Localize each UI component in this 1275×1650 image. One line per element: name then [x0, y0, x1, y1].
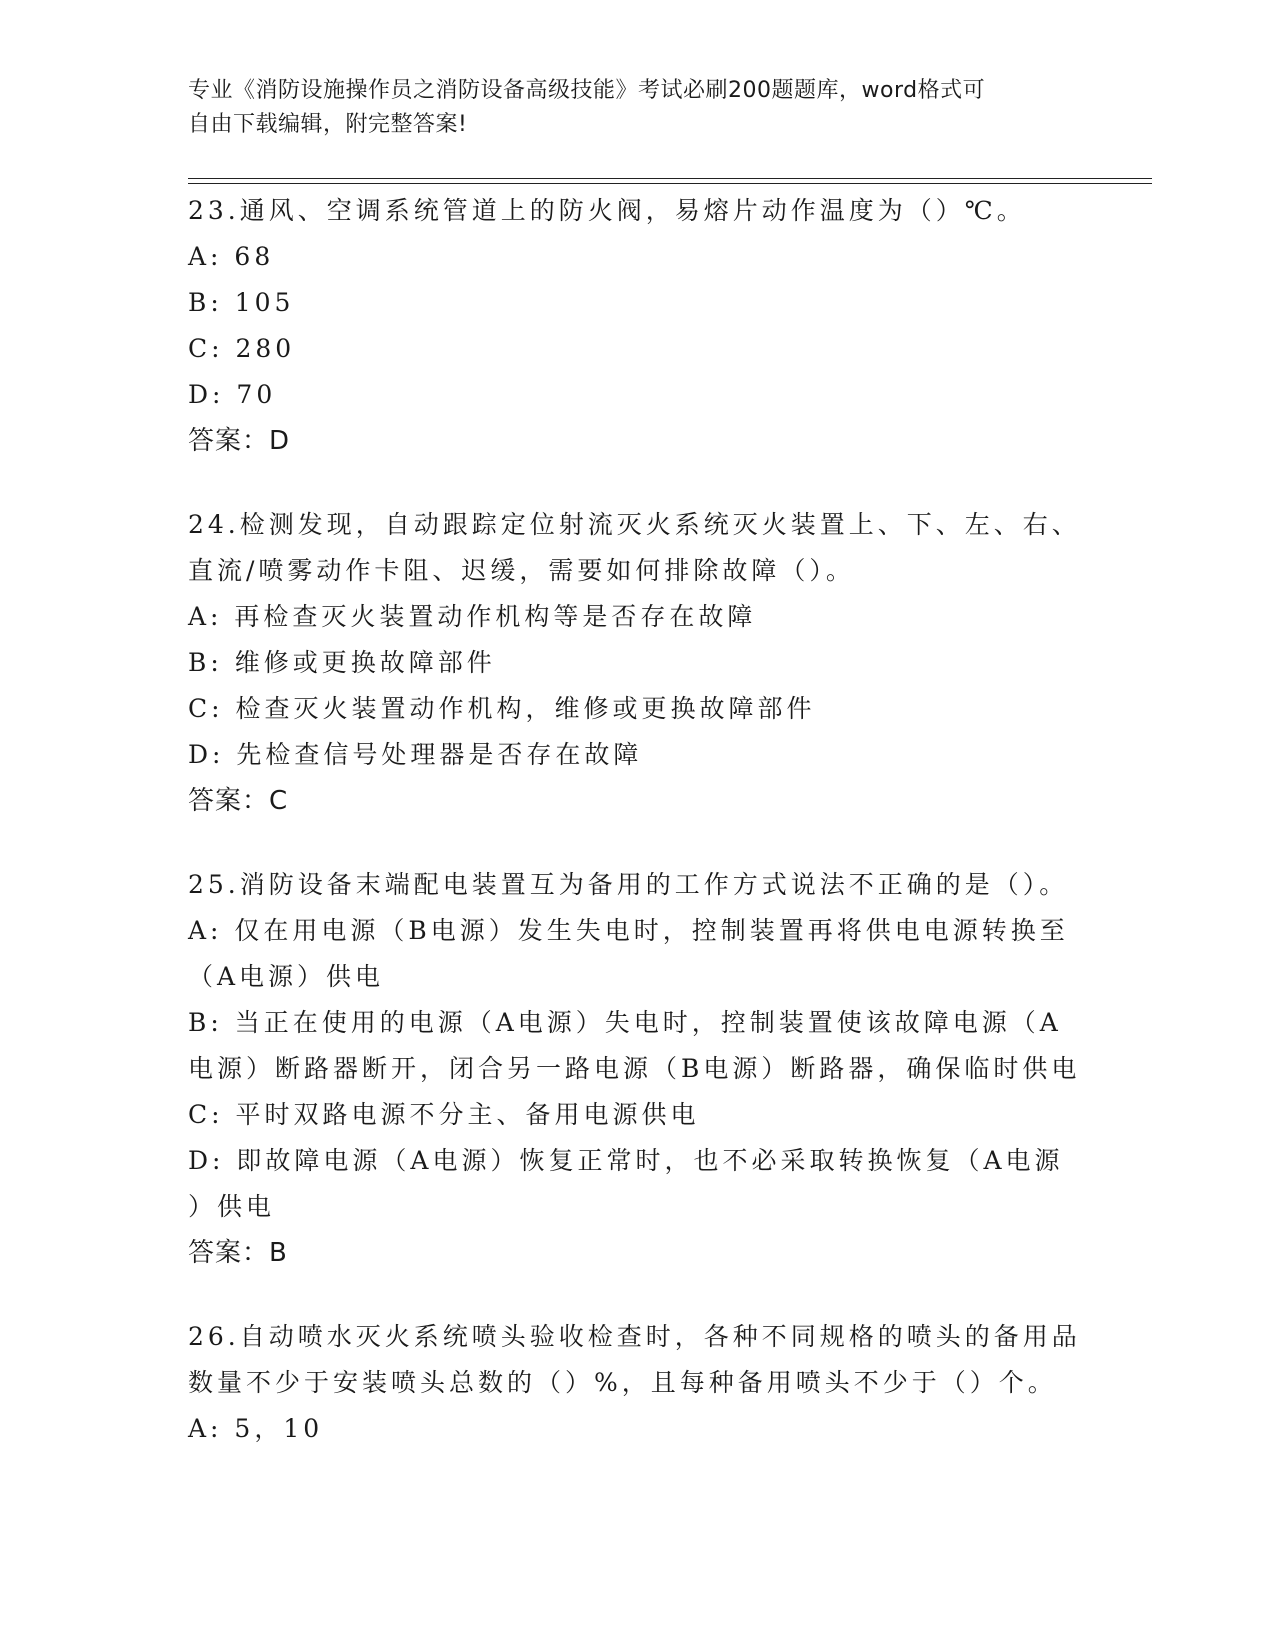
- option-d: D: 70: [188, 380, 277, 409]
- question-23: [188, 188, 1088, 464]
- option-b: B: 当正在使用的电源（A电源）失电时，控制装置使该故障电源（A: [188, 1008, 1062, 1037]
- answer-line: 答案：C: [188, 786, 289, 816]
- option-d: D: 先检查信号处理器是否存在故障: [188, 740, 643, 769]
- option-c: C: 平时双路电源不分主、备用电源供电: [188, 1100, 700, 1129]
- answer-line: 答案：D: [188, 426, 291, 456]
- option-c: C: 280: [188, 334, 296, 363]
- option-a: A: 仅在用电源（B电源）发生失电时，控制装置再将供电电源转换至: [188, 916, 1069, 945]
- question-stem-line: 24.检测发现，自动跟踪定位射流灭火系统灭火装置上、下、左、右、: [188, 510, 1081, 539]
- question-list: [188, 188, 1088, 1490]
- option-b-continued: 电源）断路器断开，闭合另一路电源（B电源）断路器，确保临时供电: [188, 1054, 1081, 1083]
- question-stem-line: 23.通风、空调系统管道上的防火阀，易熔片动作温度为（）℃。: [188, 196, 1026, 225]
- question-stem-line: 26.自动喷水灭火系统喷头验收检查时，各种不同规格的喷头的备用品: [188, 1322, 1081, 1351]
- header-line-2: 自由下载编辑，附完整答案!: [188, 112, 468, 137]
- question-26: [188, 1314, 1088, 1452]
- answer-line: 答案：B: [188, 1238, 288, 1268]
- header-line-1: 专业《消防设施操作员之消防设备高级技能》考试必刷200题题库，word格式可: [188, 78, 986, 103]
- question-stem-line: 25.消防设备末端配电装置互为备用的工作方式说法不正确的是（）。: [188, 870, 1069, 899]
- option-b: B: 105: [188, 288, 295, 317]
- option-d: D: 即故障电源（A电源）恢复正常时，也不必采取转换恢复（A电源: [188, 1146, 1064, 1175]
- option-a-continued: （A电源）供电: [188, 962, 385, 991]
- option-a: A: 68: [188, 242, 275, 271]
- header-divider-bottom: [188, 183, 1152, 184]
- header-divider-top: [188, 178, 1152, 179]
- question-24: [188, 502, 1088, 824]
- option-b: B: 维修或更换故障部件: [188, 648, 496, 677]
- question-stem-line: 直流/喷雾动作卡阻、迟缓，需要如何排除故障（）。: [188, 556, 855, 585]
- question-25: [188, 862, 1088, 1276]
- option-c: C: 检查灭火装置动作机构，维修或更换故障部件: [188, 694, 816, 723]
- option-d-continued: ）供电: [188, 1192, 276, 1221]
- option-a: A: 5，10: [188, 1414, 324, 1443]
- question-stem-line: 数量不少于安装喷头总数的（）%，且每种备用喷头不少于（）个。: [188, 1368, 1057, 1397]
- document-header: [188, 74, 1068, 142]
- option-a: A: 再检查灭火装置动作机构等是否存在故障: [188, 602, 757, 631]
